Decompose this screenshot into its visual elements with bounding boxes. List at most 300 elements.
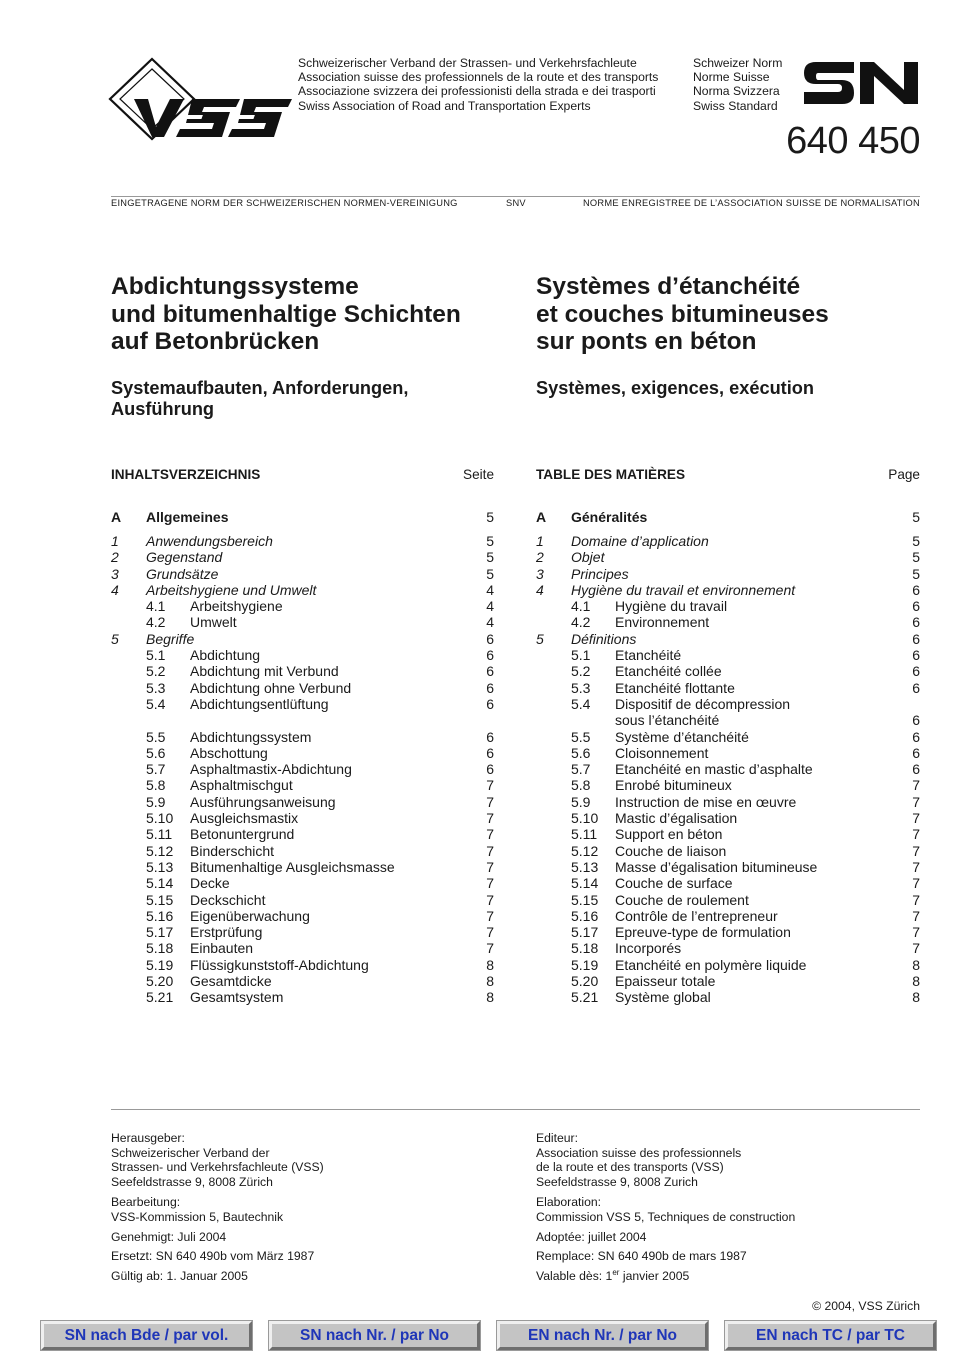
toc-entry-page: 6 <box>486 695 494 712</box>
toc-entry-page: 6 <box>486 744 494 761</box>
org-name-de: Schweizerischer Verband der Strassen- und Verkehrsfachleute <box>298 56 637 70</box>
toc-entry-number: 5.19 <box>146 956 174 973</box>
editing-label: Bearbeitung: <box>111 1195 181 1210</box>
toc-entry-title: Objet <box>571 549 605 566</box>
toc-entry <box>111 794 494 810</box>
toc-entry-number: 5.15 <box>146 891 174 908</box>
editing-value: VSS-Kommission 5, Bautechnik <box>111 1209 284 1224</box>
toc-entry-number: 2 <box>536 549 544 566</box>
toc-entry-title: sous l’étanchéité <box>615 712 720 729</box>
toc-entry-number: 5.1 <box>571 647 591 664</box>
toc-entry-page: 7 <box>912 858 920 875</box>
standard-number: 640 450 <box>786 120 920 162</box>
toc-entry-page: 4 <box>486 598 494 615</box>
toc-entry-page: 7 <box>486 875 494 892</box>
publisher-line: Seefeldstrasse 9, 8008 Zurich <box>536 1174 698 1189</box>
toc-entry-number: 5.9 <box>571 793 591 810</box>
toc-entry-title: Arbeitshygiene <box>190 598 283 615</box>
toc-entry-title: Système global <box>615 989 711 1006</box>
toc-entry-page: 6 <box>486 728 494 745</box>
title-de-line: auf Betonbrücken <box>111 328 320 355</box>
toc-entry-number: 5.10 <box>571 810 599 827</box>
copyright: © 2004, VSS Zürich <box>812 1299 920 1313</box>
toc-entry <box>111 892 494 908</box>
toc-entry-number: 5.7 <box>571 761 591 778</box>
toc-entry-number: 5.5 <box>146 728 166 745</box>
sn-logo <box>802 58 920 108</box>
toc-entry-number: 5.16 <box>571 907 599 924</box>
toc-entry-title: Domaine d’application <box>571 532 709 549</box>
publisher-line: Seefeldstrasse 9, 8008 Zürich <box>111 1174 273 1189</box>
title-fr-line: sur ponts en béton <box>536 328 757 355</box>
toc-entry-page: 6 <box>486 663 494 680</box>
toc-entry-title: Mastic d’égalisation <box>615 810 738 827</box>
toc-entry-number: 5.14 <box>146 875 174 892</box>
imprint-fr <box>536 1131 795 1283</box>
toc-entry-title: Définitions <box>571 630 637 647</box>
toc-entry-number: 5.20 <box>571 973 599 989</box>
toc-entry <box>111 940 494 956</box>
toc-entry <box>536 843 920 859</box>
toc-entry-number: A <box>111 509 122 525</box>
toc-entry-number: 5.10 <box>146 810 174 827</box>
toc-entry-number: 5.16 <box>146 907 174 924</box>
toc-entry-page: 7 <box>912 875 920 892</box>
toc-entry-title: Abdichtung ohne Verbund <box>190 679 352 696</box>
toc-entry <box>536 614 920 630</box>
toc-entry-title: Etanchéité flottante <box>615 679 735 696</box>
toc-entry-title: Masse d’égalisation bitumineuse <box>615 858 818 875</box>
toc-entry-page: 6 <box>912 728 920 745</box>
toc-entry <box>111 843 494 859</box>
toc-entry <box>111 566 494 582</box>
standard-type-en: Swiss Standard <box>693 98 778 113</box>
toc-entry-number: 5.14 <box>571 875 599 892</box>
valid-from-prefix: Valable dès: 1 <box>536 1268 613 1283</box>
toc-entry-page: 7 <box>912 842 920 859</box>
toc-entry-title: Incorporés <box>615 940 682 957</box>
toc-entry-title: Enrobé bitumineux <box>615 777 732 794</box>
toc-entry-title: Abdichtung <box>190 647 261 664</box>
replaces-note: Ersetzt: SN 640 490b vom März 1987 <box>111 1249 315 1264</box>
toc-entry-title: Abdichtungssystem <box>190 728 312 745</box>
toc-entry-number: 5.11 <box>571 826 598 843</box>
toc-entry-page: 8 <box>486 956 494 973</box>
standard-type-it: Norma Svizzera <box>693 84 780 99</box>
title-fr-line: et couches bitumineuses <box>536 300 829 328</box>
toc-entry-title: Epreuve-type de formulation <box>615 924 791 941</box>
toc-entry-page: 4 <box>486 581 494 598</box>
toc-entry-page: 5 <box>486 565 494 582</box>
toc-heading-de <box>111 467 494 483</box>
toc-entry <box>536 859 920 875</box>
toc-entry <box>111 810 494 826</box>
toc-entry-number: 5.1 <box>146 647 166 664</box>
toc-entry-page: 7 <box>912 810 920 827</box>
toc-entry-page: 6 <box>912 598 920 615</box>
toc-entry <box>536 957 920 973</box>
publisher-line: Strassen- und Verkehrsfachleute (VSS) <box>111 1160 324 1175</box>
toc-entry-title: Abschottung <box>190 744 268 761</box>
toc-entry-title: Bitumenhaltige Ausgleichsmasse <box>190 858 395 875</box>
toc-entry-title: Allgemeines <box>146 509 229 525</box>
toc-entry-page: 7 <box>486 826 494 843</box>
toc-entry <box>536 696 920 712</box>
toc-entry-title: Couche de liaison <box>615 842 727 859</box>
toc-entry-title: Arbeitshygiene und Umwelt <box>146 581 317 598</box>
toc-entry <box>536 566 920 582</box>
toc-page-label-fr: Page <box>888 467 920 482</box>
toc-entry-number: 5.7 <box>146 761 166 778</box>
toc-entry-number: 1 <box>536 532 544 549</box>
toc-entry <box>536 663 920 679</box>
toc-entry-number: 5.2 <box>571 663 591 680</box>
approved-date: Adoptée: juillet 2004 <box>536 1229 647 1244</box>
toc-entry-page: 6 <box>912 630 920 647</box>
toc-entry <box>536 582 920 598</box>
toc-entry-number: 3 <box>111 565 119 582</box>
toc-entry-page: 6 <box>912 712 920 729</box>
organization-names <box>298 56 658 113</box>
toc-entry-page: 7 <box>912 826 920 843</box>
toc-entry-number: 5.6 <box>571 744 591 761</box>
toc-entry-page: 8 <box>912 989 920 1006</box>
toc-entry-title: Flüssigkunststoff-Abdichtung <box>190 956 369 973</box>
toc-title-de: INHALTSVERZEICHNIS <box>111 467 261 482</box>
standard-type-de: Schweizer Norm <box>693 56 783 70</box>
toc-entry-page: 7 <box>486 777 494 794</box>
toc-entry-page: 7 <box>486 924 494 941</box>
toc-entry-title: Abdichtungsentlüftung <box>190 695 329 712</box>
toc-entry <box>536 680 920 696</box>
toc-entry-page: 6 <box>912 581 920 598</box>
toc-entry-title: Principes <box>571 565 629 582</box>
toc-entry-number: 2 <box>111 549 119 566</box>
toc-entry-title: Hygiène du travail <box>615 598 728 615</box>
toc-entry-number: 5.5 <box>571 728 591 745</box>
toc-entry <box>111 875 494 891</box>
toc-entry-page: 6 <box>912 614 920 631</box>
toc-spacer <box>111 712 494 728</box>
toc-entry-page: 6 <box>486 679 494 696</box>
toc-entry-number: 5 <box>536 630 544 647</box>
toc-entry-page: 8 <box>912 973 920 989</box>
toc-list-fr <box>536 509 920 1006</box>
toc-entry <box>111 729 494 745</box>
registration-fr: NORME ENREGISTREE DE L’ASSOCIATION SUISSE DE NORMALISATION <box>582 198 920 208</box>
publisher-line: Association suisse des professionnels <box>536 1145 742 1160</box>
toc-entry-number: 5.3 <box>146 679 166 696</box>
toc-entry <box>536 924 920 940</box>
toc-entry-number: 5.19 <box>571 956 599 973</box>
editing-value: Commission VSS 5, Techniques de construction <box>536 1209 796 1224</box>
toc-entry-page: 6 <box>912 744 920 761</box>
toc-entry-page: 6 <box>912 663 920 680</box>
toc-entry-number: 1 <box>111 532 119 549</box>
org-name-en: Swiss Association of Road and Transportation Experts <box>298 98 591 113</box>
toc-entry-page: 7 <box>912 907 920 924</box>
toc-page-label-de: Seite <box>463 467 494 482</box>
sn-by-volume-button[interactable]: SN nach Bde / par vol. <box>41 1321 252 1350</box>
header-divider <box>111 196 920 197</box>
toc-entry-page: 7 <box>486 907 494 924</box>
toc-entry-number: 4.2 <box>571 614 591 631</box>
toc-entry <box>536 794 920 810</box>
toc-entry-number: 5.13 <box>146 858 174 875</box>
toc-entry <box>536 826 920 842</box>
toc-entry-number: 5.2 <box>146 663 166 680</box>
toc-entry <box>111 663 494 679</box>
toc-entry-number: 5.18 <box>146 940 174 957</box>
title-de-line: Abdichtungssysteme <box>111 273 359 300</box>
valid-from <box>536 1269 795 1284</box>
toc-entry-title: Généralités <box>571 509 648 525</box>
toc-entry-page: 5 <box>486 549 494 566</box>
toc-entry <box>536 533 920 549</box>
toc-entry-title: Einbauten <box>190 940 254 957</box>
toc-entry <box>111 509 494 525</box>
toc-entry-number: 5.3 <box>571 679 591 696</box>
toc-entry-title: Umwelt <box>190 614 237 631</box>
valid-from: Gültig ab: 1. Januar 2005 <box>111 1268 248 1283</box>
toc-entry-title: Hygiène du travail et environnement <box>571 581 796 598</box>
toc-entry <box>111 989 494 1005</box>
approved-date: Genehmigt: Juli 2004 <box>111 1229 227 1244</box>
toc-entry-page: 5 <box>912 565 920 582</box>
toc-entry-page: 5 <box>912 532 920 549</box>
title-fr-line: Systèmes d’étanchéité <box>536 273 801 300</box>
toc-entry <box>111 826 494 842</box>
toc-entry-title: Begriffe <box>146 630 195 647</box>
toc-entry-title: Support en béton <box>615 826 723 843</box>
toc-entry-number: 5.4 <box>571 695 591 712</box>
footer-divider <box>111 1109 920 1110</box>
toc-entry <box>111 745 494 761</box>
toc-entry <box>536 598 920 614</box>
en-by-number-button[interactable]: EN nach Nr. / par No <box>497 1321 708 1350</box>
toc-entry-title: Cloisonnement <box>615 744 709 761</box>
toc-entry-page: 6 <box>912 647 920 664</box>
subtitle-fr-line: Systèmes, exigences, exécution <box>536 378 815 398</box>
registration-snv: SNV <box>506 198 526 208</box>
toc-entry <box>536 940 920 956</box>
toc-entry-title: Etanchéité en polymère liquide <box>615 956 807 973</box>
toc-entry <box>111 533 494 549</box>
toc-entry <box>111 761 494 777</box>
toc-entry-title: Couche de surface <box>615 875 733 892</box>
subtitle-de-line: Systemaufbauten, Anforderungen, <box>111 378 409 398</box>
toc-entry <box>536 875 920 891</box>
toc-entry-title: Environnement <box>615 614 710 631</box>
subtitle-fr <box>536 378 814 399</box>
toc-entry-number: 5.8 <box>571 777 591 794</box>
toc-entry-page: 7 <box>486 842 494 859</box>
toc-entry-page: 7 <box>912 940 920 957</box>
toc-entry <box>536 509 920 525</box>
toc-entry-title: Epaisseur totale <box>615 973 716 989</box>
toc-entry-title: Eigenüberwachung <box>190 907 310 924</box>
toc-entry-title: Dispositif de décompression <box>615 695 791 712</box>
toc-entry-number: 5.12 <box>571 842 599 859</box>
sn-by-number-button[interactable]: SN nach Nr. / par No <box>269 1321 480 1350</box>
toc-entry <box>536 647 920 663</box>
toc-entry-page: 7 <box>912 793 920 810</box>
toc-entry-title: Système d’étanchéité <box>615 728 749 745</box>
toc-entry <box>536 973 920 989</box>
standard-type <box>693 56 782 113</box>
publisher-label: Editeur: <box>536 1131 579 1145</box>
toc-entry <box>536 989 920 1005</box>
toc-entry-page: 7 <box>486 810 494 827</box>
toc-entry <box>536 549 920 565</box>
toc-entry-title: Anwendungsbereich <box>146 532 273 549</box>
toc-entry-page: 4 <box>486 614 494 631</box>
toc-entry <box>536 761 920 777</box>
toc-entry <box>111 631 494 647</box>
toc-entry <box>536 745 920 761</box>
toc-entry <box>111 859 494 875</box>
toc-entry-number: 5.17 <box>146 924 174 941</box>
toc-entry-title: Binderschicht <box>190 842 275 859</box>
toc-entry <box>536 908 920 924</box>
toc-entry-title: Etanchéité en mastic d’asphalte <box>615 761 813 778</box>
toc-entry <box>111 957 494 973</box>
toc-entry-number: 3 <box>536 565 544 582</box>
toc-entry <box>111 549 494 565</box>
standard-type-fr: Norme Suisse <box>693 70 770 85</box>
title-de <box>111 273 461 356</box>
toc-entry-title: Gegenstand <box>146 549 223 566</box>
toc-entry-page: 7 <box>486 891 494 908</box>
toc-entry-number: 5.6 <box>146 744 166 761</box>
toc-entry-page: 5 <box>486 532 494 549</box>
toc-entry <box>111 582 494 598</box>
toc-entry <box>111 908 494 924</box>
registration-de: EINGETRAGENE NORM DER SCHWEIZERISCHEN NORMEN-VEREINIGUNG <box>111 198 458 208</box>
toc-entry <box>111 924 494 940</box>
toc-entry-page: 8 <box>912 956 920 973</box>
imprint-de <box>111 1131 324 1283</box>
toc-entry-number: 5.15 <box>571 891 599 908</box>
org-name-it: Associazione svizzera dei professionisti della strada e dei trasporti <box>298 84 656 99</box>
toc-entry-page: 7 <box>912 891 920 908</box>
toc-entry-title: Etanchéité <box>615 647 682 664</box>
toc-entry <box>536 631 920 647</box>
toc-entry-number: 5.8 <box>146 777 166 794</box>
toc-entry <box>536 712 920 728</box>
subtitle-de-line: Ausführung <box>111 399 215 419</box>
toc-entry-title: Abdichtung mit Verbund <box>190 663 339 680</box>
publisher-label: Herausgeber: <box>111 1131 185 1145</box>
publisher-line: de la route et des transports (VSS) <box>536 1160 724 1175</box>
toc-entry-number: 5.20 <box>146 973 174 989</box>
toc-entry-title: Decke <box>190 875 230 892</box>
toc-entry-title: Gesamtdicke <box>190 973 272 989</box>
toc-entry <box>536 777 920 793</box>
toc-entry <box>536 892 920 908</box>
toc-entry-page: 7 <box>912 924 920 941</box>
toc-entry-number: 5.13 <box>571 858 599 875</box>
toc-entry-number: 4.1 <box>571 598 591 615</box>
toc-entry-title: Instruction de mise en œuvre <box>615 793 797 810</box>
toc-entry-page: 6 <box>912 679 920 696</box>
toc-entry-title: Couche de roulement <box>615 891 749 908</box>
toc-entry-title: Gesamtsystem <box>190 989 284 1006</box>
toc-entry-title: Betonuntergrund <box>190 826 295 843</box>
toc-entry-number: 4 <box>536 581 544 598</box>
toc-entry-page: 8 <box>486 989 494 1006</box>
toc-entry-page: 7 <box>912 777 920 794</box>
toc-entry-number: 4.2 <box>146 614 166 631</box>
valid-from-suffix: janvier 2005 <box>619 1268 690 1283</box>
toc-entry-number: 4.1 <box>146 598 166 615</box>
toc-entry-page: 5 <box>912 549 920 566</box>
toc-entry <box>111 696 494 712</box>
toc-entry <box>536 729 920 745</box>
toc-entry-title: Erstprüfung <box>190 924 263 941</box>
toc-entry <box>536 810 920 826</box>
toc-entry-number: 5.4 <box>146 695 166 712</box>
toc-entry-page: 5 <box>486 509 494 525</box>
toc-entry <box>111 777 494 793</box>
subtitle-de <box>111 378 408 420</box>
toc-entry-page: 5 <box>912 509 920 525</box>
vss-logo <box>108 57 292 141</box>
toc-entry <box>111 680 494 696</box>
editing-label: Elaboration: <box>536 1195 602 1210</box>
toc-entry-number: 5.21 <box>146 989 174 1006</box>
toc-entry-title: Deckschicht <box>190 891 266 908</box>
toc-entry-title: Etanchéité collée <box>615 663 722 680</box>
toc-heading-fr <box>536 467 920 483</box>
toc-entry-number: 5.9 <box>146 793 166 810</box>
toc-entry-page: 7 <box>486 940 494 957</box>
toc-entry-number: 4 <box>111 581 119 598</box>
publisher-line: Schweizerischer Verband der <box>111 1145 270 1160</box>
replaces-note: Remplace: SN 640 490b de mars 1987 <box>536 1249 747 1264</box>
toc-entry-page: 7 <box>486 858 494 875</box>
toc-entry-title: Grundsätze <box>146 565 219 582</box>
valid-from-sup: er <box>612 1267 620 1277</box>
title-fr <box>536 273 829 356</box>
en-by-tc-button[interactable]: EN nach TC / par TC <box>725 1321 936 1350</box>
toc-entry-number: 5.18 <box>571 940 599 957</box>
org-name-fr: Association suisse des professionnels de la route et des transports <box>298 70 659 85</box>
toc-entry-title: Ausgleichsmastix <box>190 810 299 827</box>
toc-entry <box>111 973 494 989</box>
toc-entry-number: A <box>536 509 547 525</box>
toc-entry-number: 5.11 <box>146 826 173 843</box>
title-de-line: und bitumenhaltige Schichten <box>111 300 461 328</box>
toc-entry-number: 5.17 <box>571 924 599 941</box>
toc-entry-page: 6 <box>486 761 494 778</box>
toc-entry-title: Ausführungsanweisung <box>190 793 336 810</box>
toc-entry-title: Contrôle de l’entrepreneur <box>615 907 778 924</box>
toc-entry <box>111 647 494 663</box>
toc-entry-number: 5.21 <box>571 989 599 1006</box>
toc-entry-number: 5 <box>111 630 119 647</box>
toc-entry <box>111 598 494 614</box>
toc-list-de <box>111 509 494 1006</box>
toc-title-fr: TABLE DES MATIÈRES <box>536 467 686 482</box>
toc-entry-page: 8 <box>486 973 494 989</box>
toc-entry-number: 5.12 <box>146 842 174 859</box>
toc-entry-page: 6 <box>486 630 494 647</box>
toc-entry <box>111 614 494 630</box>
toc-entry-title: Asphaltmischgut <box>190 777 293 794</box>
toc-entry-page: 7 <box>486 793 494 810</box>
toc-entry-page: 6 <box>486 647 494 664</box>
